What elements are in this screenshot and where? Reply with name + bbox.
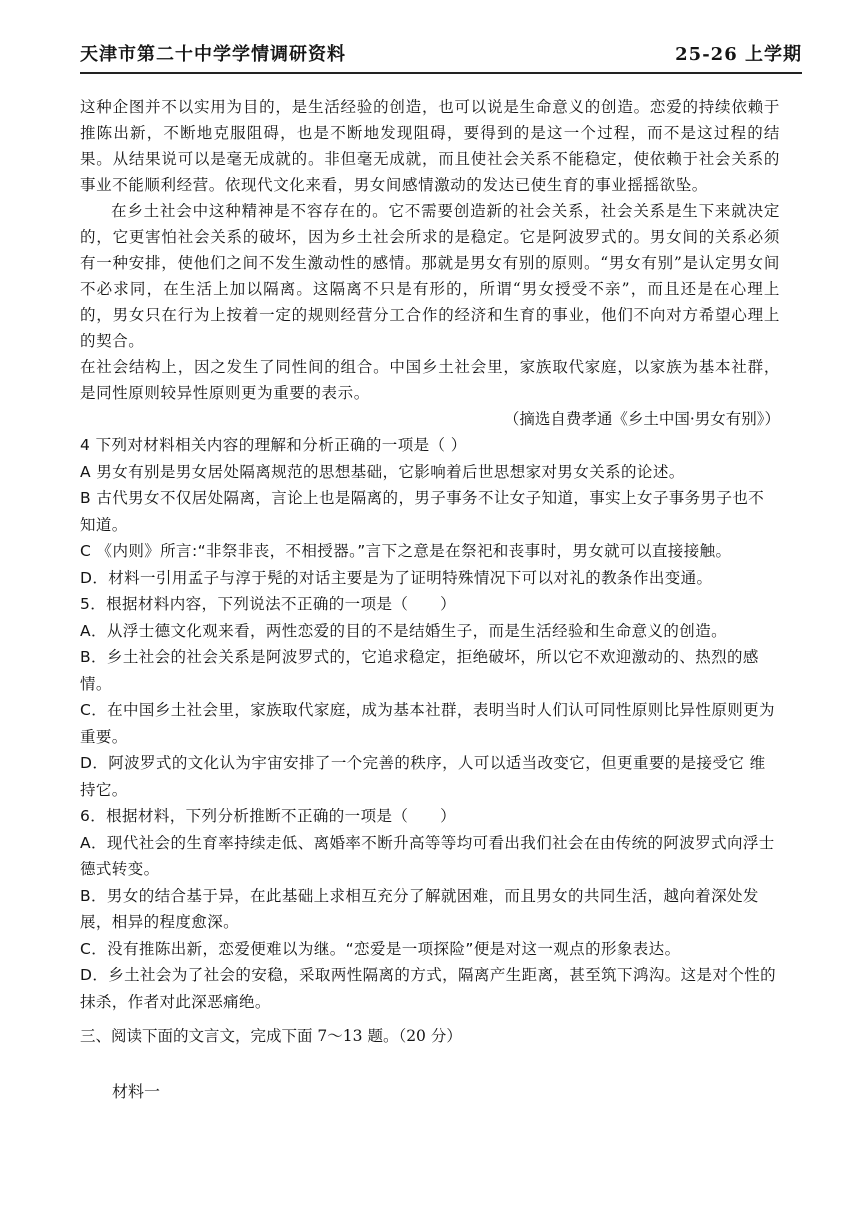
option-b: B．乡土社会的社会关系是阿波罗式的，它追求稳定，拒绝破坏，所以它不欢迎激动的、热烈的感情。 — [80, 648, 759, 693]
option-c: C．在中国乡土社会里，家族取代家庭，成为基本社群，表明当时人们认可同性原则比异性原则更为重要。 — [80, 701, 775, 746]
option-a: A 男女有别是男女居处隔离规范的思想基础，它影响着后世思想家对男女关系的论述。 — [80, 462, 685, 481]
term-label: 25-26 上学期 — [675, 44, 802, 65]
question-stem: 6．根据材料，下列分析推断不正确的一项是（ ） — [80, 807, 456, 825]
passage-paragraph-2: 在乡土社会中这种精神是不容存在的。它不需要创造新的社会关系，社会关系是生下来就决定的，它更害怕社会关系的破坏，因为乡土社会所求的是稳定。它是阿波罗式的。男女间的关系必须有一种安排，使他们之间不发生激动性的感情。那就是男女有别的原则。“男女有别”是认定男女间不必求同，在生活上加以隔离。这隔离不只是有形的，所谓“男女授受不亲”，而且还是在心理上的，男女只在行为上按着一定的规则经营分工合作的经济和生育的事业，他们不向对方希望心理上的契合。 — [80, 202, 780, 350]
section-heading: 三、阅读下面的文言文，完成下面 7～13 题。（20 分） — [80, 1027, 462, 1045]
material-label: 材料一 — [112, 1082, 161, 1101]
question-stem: 4 下列对材料相关内容的理解和分析正确的一项是（ ） — [80, 436, 467, 454]
option-a: A．从浮士德文化观来看，两性恋爱的目的不是结婚生子，而是生活经验和生命意义的创造。 — [80, 621, 728, 640]
option-c: C．没有推陈出新，恋爱便难以为继。“恋爱是一项探险”便是对这一观点的形象表达。 — [80, 939, 681, 958]
option-b: B 古代男女不仅居处隔离，言论上也是隔离的，男子事务不让女子知道，事实上女子事务男子也不知道。 — [80, 489, 765, 534]
question-stem: 5．根据材料内容，下列说法不正确的一项是（ ） — [80, 595, 456, 613]
question-5 — [80, 591, 780, 803]
page-header — [80, 42, 802, 74]
option-d: D．阿波罗式的文化认为宇宙安排了一个完善的秩序，人可以适当改变它，但更重要的是接受它 维持它。 — [80, 754, 766, 799]
option-d: D．材料一引用孟子与淳于髡的对话主要是为了证明特殊情况下可以对礼的教条作出变通。 — [80, 568, 713, 587]
passage-paragraph-3: 在社会结构上，因之发生了同性间的组合。中国乡土社会里，家族取代家庭，以家族为基本社群，是同性原则较异性原则更为重要的表示。 — [80, 358, 780, 402]
option-c: C 《内则》所言:“非祭非丧，不相授器。”言下之意是在祭祀和丧事时，男女就可以直接接触。 — [80, 542, 732, 560]
option-b: B．男女的结合基于异，在此基础上求相互充分了解就困难，而且男女的共同生活，越向着深处发展，相异的程度愈深。 — [80, 886, 759, 931]
school-name: 天津市第二十中学学情调研资料 — [80, 44, 346, 65]
option-a: A．现代社会的生育率持续走低、离婚率不断升高等等均可看出我们社会在由传统的阿波罗式向浮士德式转变。 — [80, 833, 775, 878]
option-d: D．乡土社会为了社会的安稳，采取两性隔离的方式，隔离产生距离，甚至筑下鸿沟。这是对个性的抹杀，作者对此深恶痛绝。 — [80, 966, 777, 1011]
passage-paragraph-1: 这种企图并不以实用为目的，是生活经验的创造，也可以说是生命意义的创造。恋爱的持续依赖于推陈出新，不断地克服阻碍，也是不断地发现阻碍，要得到的是这一个过程，而不是这过程的结果。从结果说可以是毫无成就的。非但毫无成就，而且使社会关系不能稳定，使依赖于社会关系的事业不能顺利经营。依现代文化来看，男女间感情激动的发达已使生育的事业摇摇欲坠。 — [80, 98, 780, 194]
page-content — [80, 94, 780, 1105]
passage-source: （摘选自费孝通《乡土中国·男女有别》） — [503, 410, 780, 428]
question-4 — [80, 432, 780, 591]
question-6 — [80, 803, 780, 1015]
